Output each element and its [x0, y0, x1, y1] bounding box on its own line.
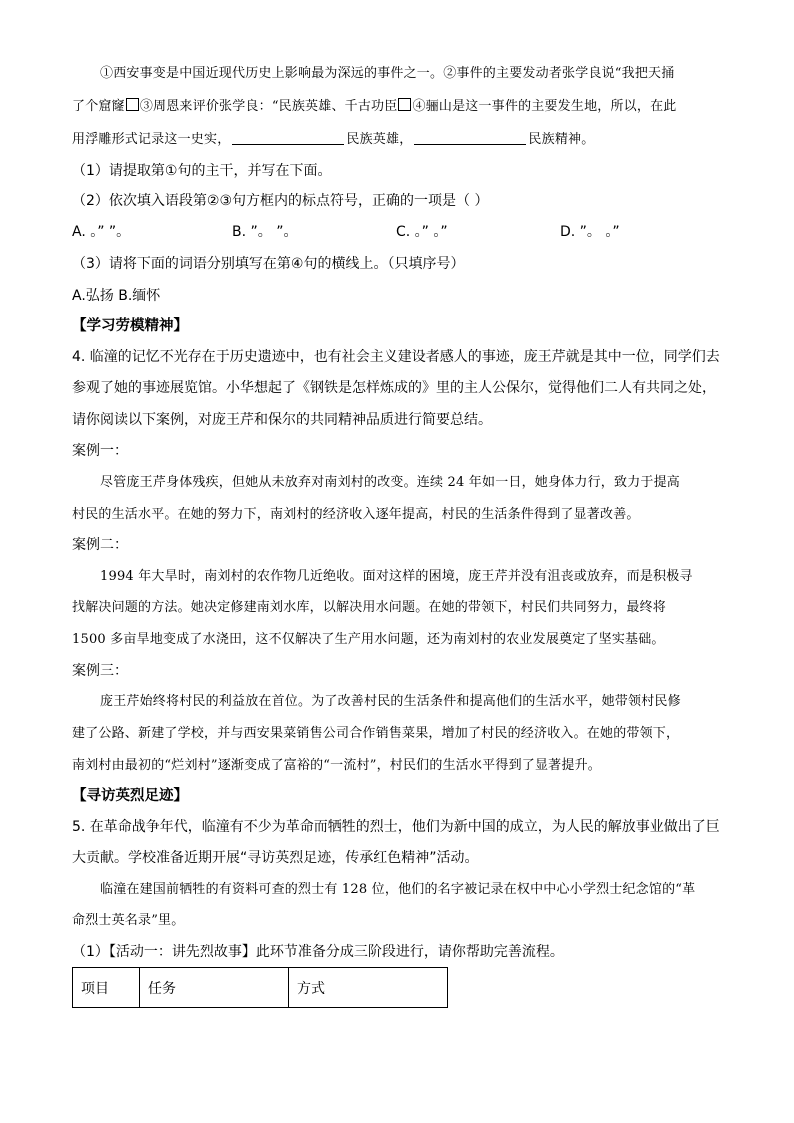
q3-words: A.弘扬 B.缅怀	[72, 288, 161, 304]
case1-line-1: 尽管庞王芹身体残疾，但她从未放弃对南刘村的改变。连续 24 年如一日，她身体力行，致力于提高	[100, 475, 681, 490]
passage-line-3: 用浮雕形式记录这一史实， 民族英雄， 民族精神。	[72, 132, 595, 147]
section-title-martyrs: 【寻访英烈足迹】	[72, 788, 188, 804]
answer-blank-1[interactable]	[232, 130, 344, 145]
case2-label: 案例二：	[72, 537, 128, 553]
intro-line-1: 临潼在建国前牺牲的有资料可查的烈士有 128 位，他们的名字被记录在权中中心小学烈士纪念馆的“革	[100, 882, 696, 897]
option-a[interactable]: A. 。” ”。	[72, 224, 131, 240]
case3-line-3: 南刘村由最初的“烂刘村”逐渐变成了富裕的“一流村”，村民们的生活水平得到了显著提升。	[72, 758, 601, 773]
table-header-cell: 任务	[140, 968, 289, 1008]
case1-line-2: 村民的生活水平。在她的努力下，南刘村的经济收入逐年提高，村民的生活条件得到了显著改善。	[72, 507, 640, 522]
passage-line-2: 了个窟窿 ③周恩来评价张学良：“民族英雄、千古功臣 ④骊山是这一事件的主要发生地，所以，在此	[72, 99, 677, 114]
q5-line-2: 大贡献。学校准备近期开展“寻访英烈足迹，传承红色精神”活动。	[72, 850, 479, 866]
punct-box-1	[126, 98, 139, 111]
passage-line-1: ①西安事变是中国近现代历史上影响最为深远的事件之一。②事件的主要发动者张学良说“我把天捅	[100, 66, 675, 81]
answer-blank-2[interactable]	[414, 130, 526, 145]
q4-line-3: 请你阅读以下案例，对庞王芹和保尔的共同精神品质进行简要总结。	[72, 412, 492, 428]
case1-label: 案例一：	[72, 443, 128, 459]
option-c[interactable]: C. 。” 。”	[396, 224, 448, 240]
process-table	[72, 967, 448, 1008]
table-header-row	[73, 968, 448, 1008]
case2-line-1: 1994 年大旱时，南刘村的农作物几近绝收。面对这样的困境，庞王芹并没有沮丧或放弃，而是积极寻	[100, 569, 693, 584]
case2-line-3: 1500 多亩旱地变成了水浇田，这不仅解决了生产用水问题，还为南刘村的农业发展奠定了坚实基础。	[72, 632, 665, 647]
table-header-cell: 方式	[289, 968, 448, 1008]
punct-box-2	[398, 98, 411, 111]
option-b[interactable]: B. ”。 ”。	[232, 224, 298, 240]
case3-label: 案例三：	[72, 663, 128, 679]
q4-line-1: 4. 临潼的记忆不光存在于历史遗迹中，也有社会主义建设者感人的事迹，庞王芹就是其中一位，同学们去	[72, 349, 720, 365]
case2-line-2: 找解决问题的方法。她决定修建南刘水库，以解决用水问题。在她的带领下，村民们共同努力，最终将	[72, 600, 667, 615]
case3-line-2: 建了公路、新建了学校，并与西安果菜销售公司合作销售菜果，增加了村民的经济收入。在她的带领下，	[72, 726, 680, 741]
q3-sub3: （3）请将下面的词语分别填写在第④句的横线上。（只填序号）	[72, 256, 465, 272]
q3-sub2: （2）依次填入语段第②③句方框内的标点符号，正确的一项是（ ）	[72, 193, 489, 209]
case3-line-1: 庞王芹始终将村民的利益放在首位。为了改善村民的生活条件和提高他们的生活水平，她带领村民修	[100, 694, 681, 709]
q4-line-2: 参观了她的事迹展览馆。小华想起了《钢铁是怎样炼成的》里的主人公保尔，觉得他们二人有共同之处，	[72, 380, 716, 396]
q3-sub1: （1）请提取第①句的主干，并写在下面。	[72, 163, 332, 179]
option-d[interactable]: D. ”。 。”	[560, 224, 620, 240]
section-title-labor: 【学习劳模精神】	[72, 318, 188, 334]
q5-line-1: 5. 在革命战争年代，临潼有不少为革命而牺牲的烈士，他们为新中国的成立，为人民的解放事业做出了巨	[72, 819, 720, 835]
table-header-cell: 项目	[73, 968, 140, 1008]
intro-line-2: 命烈士英名录”里。	[72, 913, 185, 928]
activity-1: （1）【活动一：讲先烈故事】此环节准备分成三阶段进行，请你帮助完善流程。	[72, 944, 564, 960]
